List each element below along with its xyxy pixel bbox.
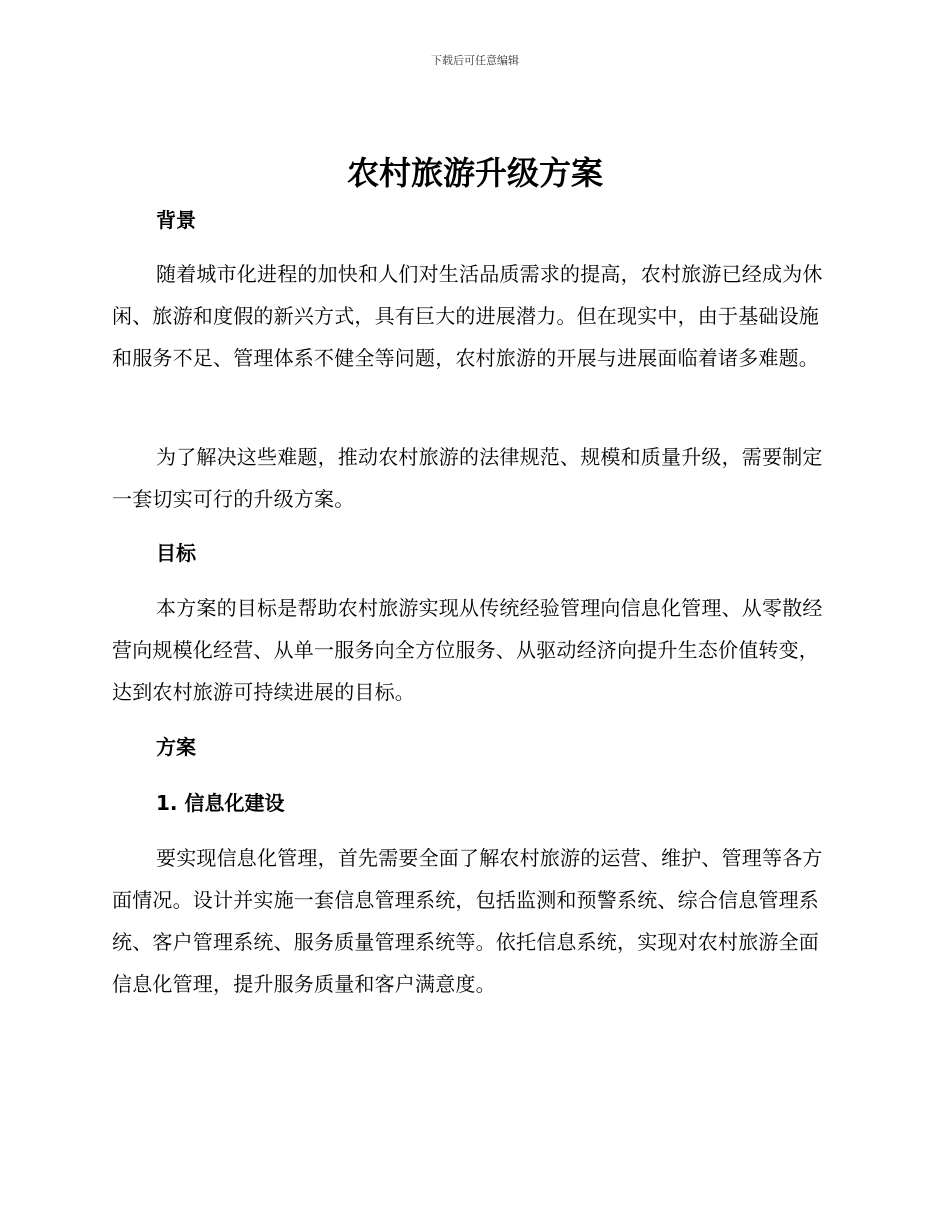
- background-paragraph-2: 为了解决这些难题，推动农村旅游的法律规范、规模和质量升级，需要制定一套切实可行的升级方案。: [112, 445, 823, 511]
- section-heading-background: 背景: [156, 208, 196, 232]
- subsection-heading-informatization: 1. 信息化建设: [156, 791, 285, 815]
- section-heading-plan: 方案: [156, 735, 196, 759]
- section-heading-goal: 目标: [156, 541, 196, 565]
- informatization-paragraph: 要实现信息化管理，首先需要全面了解农村旅游的运营、维护、管理等各方面情况。设计并实施一套信息管理系统，包括监测和预警系统、综合信息管理系统、客户管理系统、服务质量管理系统等。依托信息系统，实现对农村旅游全面信息化管理，提升服务质量和客户满意度。: [112, 846, 823, 996]
- document-title: 农村旅游升级方案: [346, 154, 603, 192]
- background-paragraph-1: 随着城市化进程的加快和人们对生活品质需求的提高，农村旅游已经成为休闲、旅游和度假的新兴方式，具有巨大的进展潜力。但在现实中，由于基础设施和服务不足、管理体系不健全等问题，农村旅游的开展与进展面临着诸多难题。: [112, 262, 823, 370]
- goal-paragraph: 本方案的目标是帮助农村旅游实现从传统经验管理向信息化管理、从零散经营向规模化经营、从单一服务向全方位服务、从驱动经济向提升生态价值转变，达到农村旅游可持续进展的目标。: [112, 596, 823, 704]
- page-header-note: 下载后可任意编辑: [431, 54, 519, 67]
